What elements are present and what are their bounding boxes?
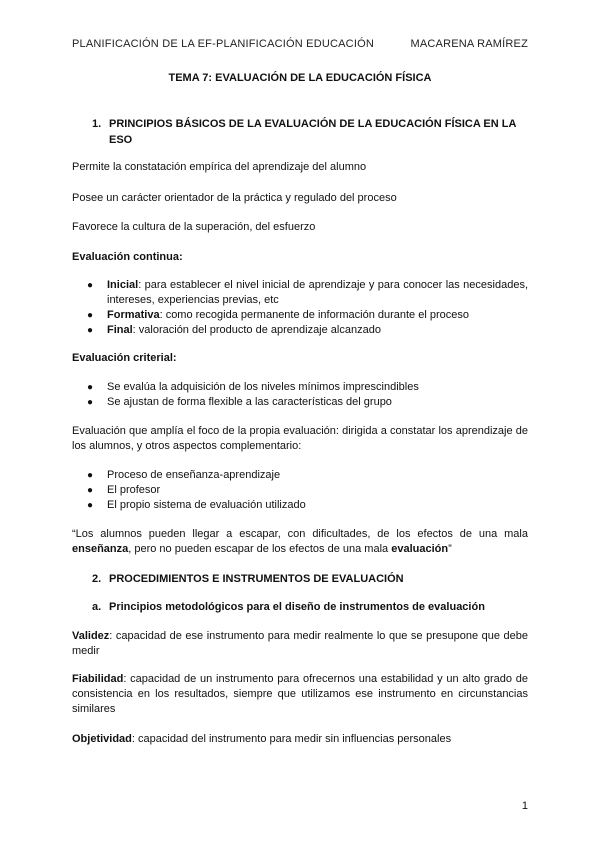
item-text: : como recogida permanente de información durante el proceso <box>159 309 469 321</box>
paragraph-text: Posee un carácter orientador de la práctica y regulado del proceso <box>72 192 397 204</box>
item-term: Final <box>107 324 133 336</box>
amplia-paragraph <box>72 424 528 454</box>
list-item <box>72 468 528 483</box>
item-text: El propio sistema de evaluación utilizado <box>107 499 306 511</box>
bullet-icon: ● <box>87 310 94 321</box>
quote-text: , pero no pueden escapar de los efectos de una mala <box>128 543 392 555</box>
item-term: Inicial <box>107 279 139 291</box>
list-item <box>72 395 528 410</box>
criterial-list <box>72 380 528 410</box>
criterial-label <box>72 351 528 366</box>
term-bold: Validez <box>72 630 110 642</box>
subsection-a-title: Principios metodológicos para el diseño de instrumentos de evaluación <box>109 601 485 613</box>
term-bold: Objetividad <box>72 733 132 745</box>
section-2-number: 2. <box>92 573 102 585</box>
paragraph-text: Evaluación que amplía el foco de la propia evaluación: dirigida a constatar los aprendizaje de los alumnos, y otros aspectos complementario: <box>72 425 528 452</box>
bullet-icon: ● <box>87 325 94 336</box>
item-text: El profesor <box>107 484 161 496</box>
section-1-title: PRINCIPIOS BÁSICOS DE LA EVALUACIÓN DE LA EDUCACIÓN FÍSICA EN LA ESO <box>109 118 517 146</box>
item-text: Proceso de enseñanza-aprendizaje <box>107 469 281 481</box>
bullet-icon: ● <box>87 397 94 408</box>
quote-paragraph <box>72 527 528 557</box>
section-2-title: PROCEDIMIENTOS E INSTRUMENTOS DE EVALUACIÓN <box>109 573 404 585</box>
quote-text: “Los alumnos pueden llegar a escapar, con dificultades, de los efectos de una mala <box>72 528 528 540</box>
paragraph-2 <box>72 191 528 206</box>
term-text: : capacidad de ese instrumento para medir realmente lo que se presupone que debe medir <box>72 630 528 657</box>
label-text: Evaluación criterial: <box>72 352 177 364</box>
header-right: MACARENA RAMÍREZ <box>410 38 528 50</box>
list-item <box>72 498 528 513</box>
objetividad-paragraph <box>72 732 528 747</box>
list-item <box>72 380 528 395</box>
term-text: : capacidad de un instrumento para ofrecernos una estabilidad y un alto grado de consistencia en los resultados, siempre que utilizamos ese instrumento en circunstancias similares <box>72 673 528 715</box>
list-item <box>72 323 528 338</box>
paragraph-text: Favorece la cultura de la superación, del esfuerzo <box>72 221 316 233</box>
list-item <box>72 278 528 308</box>
amplia-list <box>72 468 528 513</box>
list-item <box>72 483 528 498</box>
continua-label <box>72 250 528 265</box>
quote-bold: enseñanza <box>72 543 129 555</box>
bullet-icon: ● <box>87 280 94 291</box>
page-number: 1 <box>521 800 528 812</box>
item-text: : para establecer el nivel inicial de aprendizaje y para conocer las necesidades, intereses, experiencias previas, etc <box>107 279 528 306</box>
item-text: Se ajustan de forma flexible a las características del grupo <box>107 396 392 408</box>
label-text: Evaluación continua: <box>72 251 183 263</box>
quote-bold: evaluación <box>391 543 449 555</box>
subsection-a-letter: a. <box>92 601 102 613</box>
section-1-number: 1. <box>92 118 102 130</box>
item-term: Formativa <box>107 309 160 321</box>
paragraph-1 <box>72 160 528 175</box>
list-item <box>72 308 528 323</box>
document-title: TEMA 7: EVALUACIÓN DE LA EDUCACIÓN FÍSICA <box>168 72 432 84</box>
bullet-icon: ● <box>87 500 94 511</box>
item-text: Se evalúa la adquisición de los niveles mínimos imprescindibles <box>107 381 419 393</box>
term-bold: Fiabilidad <box>72 673 124 685</box>
bullet-icon: ● <box>87 470 94 481</box>
bullet-icon: ● <box>87 485 94 496</box>
fiabilidad-paragraph <box>72 672 528 717</box>
term-text: : capacidad del instrumento para medir sin influencias personales <box>131 733 452 745</box>
paragraph-text: Permite la constatación empírica del aprendizaje del alumno <box>72 161 367 173</box>
quote-text: ” <box>448 543 452 555</box>
paragraph-3 <box>72 220 528 235</box>
bullet-icon: ● <box>87 382 94 393</box>
header-left: PLANIFICACIÓN DE LA EF-PLANIFICACIÓN EDUCACIÓN <box>72 38 374 50</box>
validez-paragraph <box>72 629 528 659</box>
item-text: : valoración del producto de aprendizaje alcanzado <box>132 324 381 336</box>
continua-list <box>72 278 528 338</box>
